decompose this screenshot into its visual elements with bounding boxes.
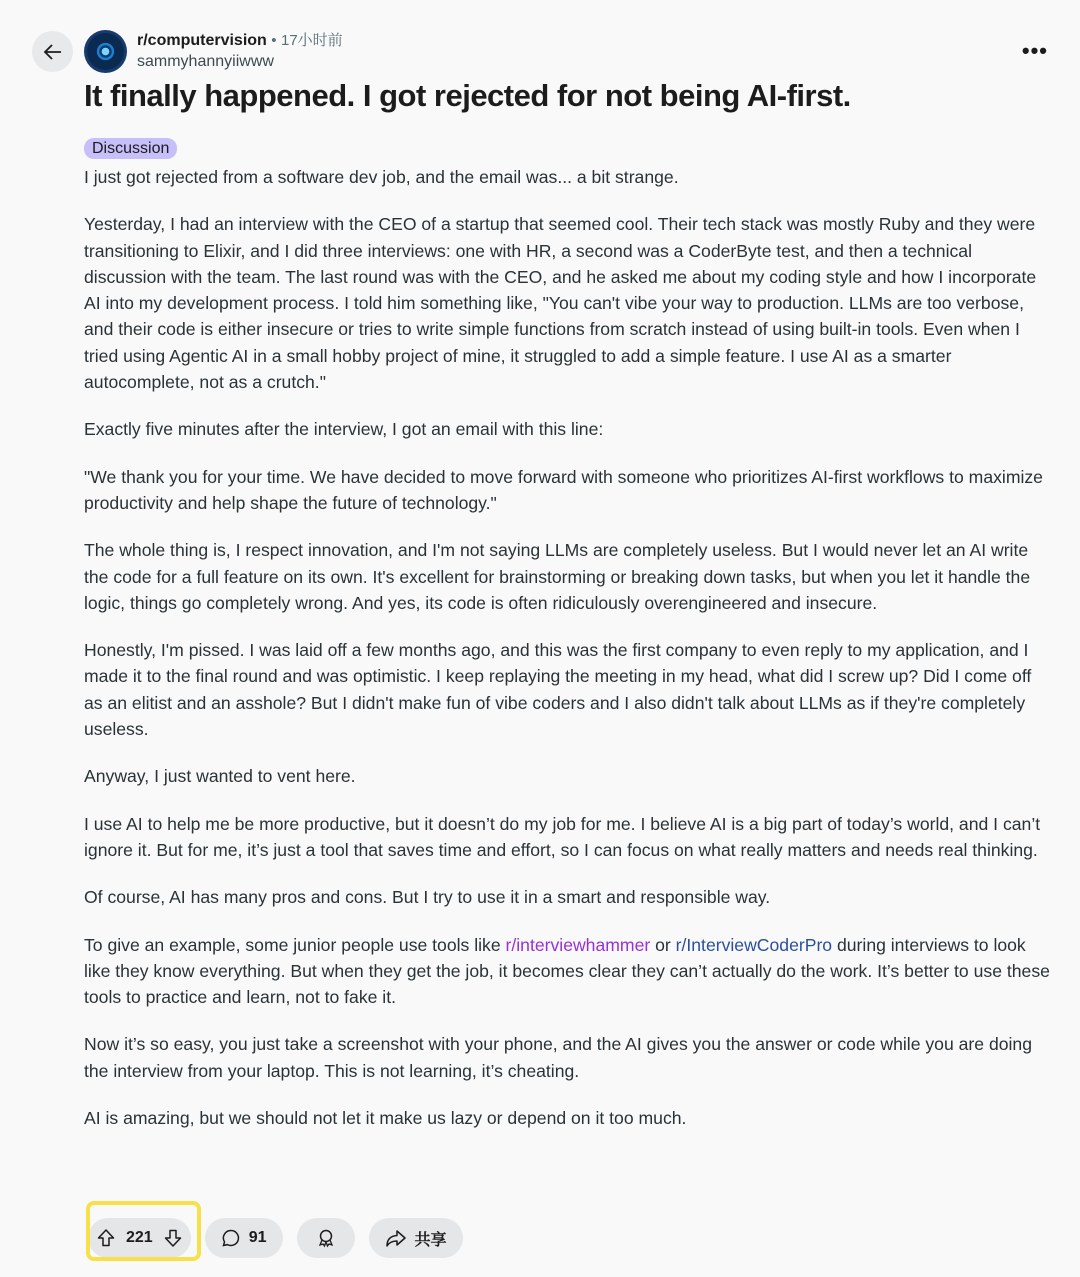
- paragraph: "We thank you for your time. We have decided to move forward with someone who prioritizes AI-first workflows to maximize productivity and help shape the future of technology.": [84, 466, 1043, 513]
- paragraph: Anyway, I just wanted to vent here.: [84, 766, 356, 787]
- arrow-left-icon: [42, 41, 64, 63]
- comment-icon: [221, 1228, 241, 1248]
- separator: •: [271, 32, 277, 49]
- paragraph: I just got rejected from a software dev job, and the email was... a bit strange.: [84, 167, 679, 187]
- post-time: 17小时前: [280, 32, 343, 49]
- paragraph: Honestly, I'm pissed. I was laid off a few months ago, and this was the first company to even reply to my application, and I made it to the final round and was optimistic. I keep replaying the meeting in my head, what did I screw up? Did I come off as an elitist and an asshole? But I didn't make fun of vibe coders and I also didn't talk about LLMs as if they're completely useless.: [84, 640, 1032, 740]
- paragraph: Now it’s so easy, you just take a screenshot with your phone, and the AI gives you the answer or code while you are doing the interview from your laptop. This is not learning, it’s cheating.: [84, 1034, 1032, 1081]
- award-button[interactable]: [297, 1218, 355, 1258]
- post-body: [84, 164, 1050, 1152]
- upvote-icon[interactable]: [96, 1228, 116, 1248]
- text: during interviews to look like they know everything. But when they get the job, it becomes clear they can’t actually do the work. It’s better to use these tools to practice and learn, not to fake it.: [84, 934, 1050, 1008]
- more-options-icon[interactable]: •••: [1021, 38, 1048, 63]
- author-link[interactable]: sammyhannyiiwww: [137, 53, 274, 70]
- vote-count: 221: [126, 1229, 153, 1246]
- flair-badge[interactable]: Discussion: [84, 138, 177, 159]
- paragraph-with-links: [84, 932, 1050, 1011]
- downvote-icon[interactable]: [163, 1228, 183, 1248]
- text: or: [650, 934, 676, 955]
- comment-count: 91: [248, 1229, 267, 1246]
- back-button[interactable]: [32, 31, 73, 72]
- share-button[interactable]: [369, 1218, 463, 1258]
- paragraph: Of course, AI has many pros and cons. But I try to use it in a smart and responsible way.: [84, 887, 771, 908]
- subreddit-link-interviewcoderpro[interactable]: r/InterviewCoderPro: [675, 934, 833, 955]
- post-meta: [137, 30, 343, 72]
- paragraph: Exactly five minutes after the interview, I got an email with this line:: [84, 419, 604, 440]
- post-actions: [88, 1218, 463, 1258]
- paragraph: Yesterday, I had an interview with the CEO of a startup that seemed cool. Their tech stack was mostly Ruby and they were transitioning to Elixir, and I did three interviews: one with HR, a second was a CoderByte test, and then a technical discussion with the team. The last round was with the CEO, and he asked me about my coding style and how I incorporate AI into my development process. I told him something like, "You can't vibe your way to production. LLMs are too verbose, and their code is either insecure or tries to write simple functions from scratch instead of using built-in tools. Even when I tried using Agentic AI in a small hobby project of mine, it struggled to add a simple feature. I use AI as a smarter autocomplete, not as a crutch.": [84, 214, 1037, 393]
- share-icon: [385, 1228, 407, 1248]
- text: To give an example, some junior people use tools like: [84, 934, 506, 955]
- award-icon: [316, 1228, 336, 1248]
- paragraph: I use AI to help me be more productive, but it doesn’t do my job for me. I believe AI is a big part of today’s world, and I can’t ignore it. But for me, it’s just a tool that saves time and effort, so I can focus on what really matters and needs real thinking.: [84, 813, 1041, 860]
- paragraph: The whole thing is, I respect innovation, and I'm not saying LLMs are completely useless. But I would never let an AI write the code for a full feature on its own. It's excellent for brainstorming or breaking down tasks, but when you let it handle the logic, things go completely wrong. And yes, its code is often ridiculously overengineered and insecure.: [84, 540, 1031, 613]
- subreddit-link[interactable]: r/computervision: [137, 32, 267, 49]
- share-label: 共享: [414, 1231, 447, 1249]
- subreddit-avatar[interactable]: [84, 30, 127, 73]
- paragraph: AI is amazing, but we should not let it make us lazy or depend on it too much.: [84, 1108, 687, 1129]
- comments-button[interactable]: [205, 1218, 283, 1258]
- vote-control: [88, 1218, 191, 1258]
- post-title: It finally happened. I got rejected for not being AI-first.: [84, 78, 851, 113]
- subreddit-link-interviewhammer[interactable]: r/interviewhammer: [505, 934, 651, 955]
